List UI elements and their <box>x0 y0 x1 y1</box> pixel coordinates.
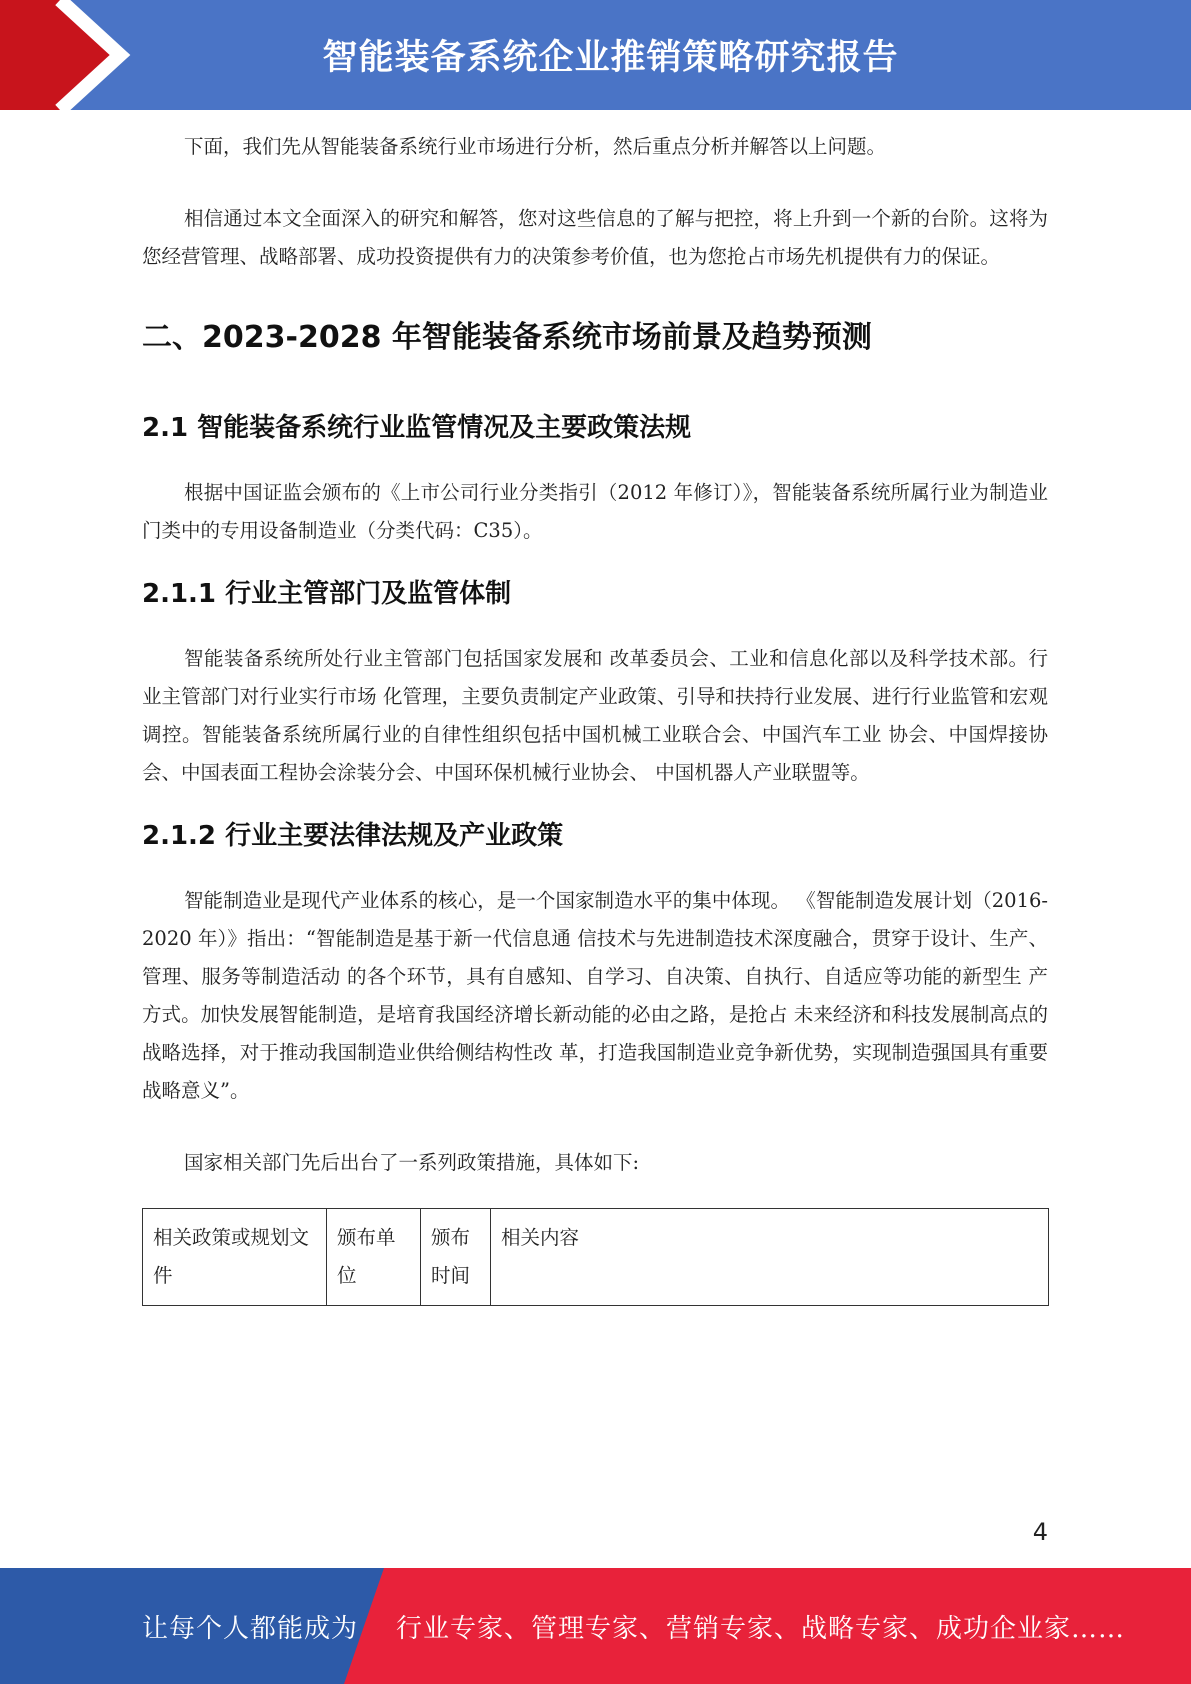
table-header-row <box>143 1209 1049 1306</box>
footer-slogan-left: 让每个人都能成为 <box>142 1613 359 1644</box>
section-2-1-1-heading: 2.1.1 行业主管部门及监管体制 <box>142 579 512 609</box>
footer-slogan-right: 行业专家、管理专家、营销专家、战略专家、成功企业家…… <box>396 1613 1126 1644</box>
section-2-1-1-paragraph: 智能装备系统所处行业主管部门包括国家发展和 改革委员会、工业和信息化部以及科学技术部。行业主管部门对行业实行市场 化管理，主要负责制定产业政策、引导和扶持行业发展、进行行业监管和宏观 调控。智能装备系统所属行业的自律性组织包括中国机械工业联合会、中国汽车工业 协会、中国焊接协会、中国表面工程协会涂装分会、中国环保机械行业协会、 中国机器人产业联盟等。 <box>142 647 1048 784</box>
section-2-1-heading: 2.1 智能装备系统行业监管情况及主要政策法规 <box>142 413 692 443</box>
page-content <box>142 128 1048 1306</box>
section-2-heading: 二、2023-2028 年智能装备系统市场前景及趋势预测 <box>142 320 872 355</box>
footer-banner <box>0 1568 1191 1684</box>
intro-paragraph-1: 下面，我们先从智能装备系统行业市场进行分析，然后重点分析并解答以上问题。 <box>184 135 887 158</box>
table-header-cell: 颁布时间 <box>421 1209 491 1306</box>
page-number: 4 <box>1032 1518 1048 1546</box>
section-2-1-paragraph: 根据中国证监会颁布的《上市公司行业分类指引（2012 年修订）》，智能装备系统所属行业为制造业门类中的专用设备制造业（分类代码：C35）。 <box>142 481 1048 542</box>
header-banner <box>0 0 1191 110</box>
table-header-cell: 颁布单位 <box>327 1209 421 1306</box>
section-2-1-2-paragraph: 智能制造业是现代产业体系的核心，是一个国家制造水平的集中体现。 《智能制造发展计划（2016-2020 年）》指出：“智能制造是基于新一代信息通 信技术与先进制造技术深度融合，贯穿于设计、生产、管理、服务等制造活动 的各个环节，具有自感知、自学习、自决策、自执行、自适应等功能的新型生 产方式。加快发展智能制造，是培育我国经济增长新动能的必由之路，是抢占 未来经济和科技发展制高点的战略选择，对于推动我国制造业供给侧结构性改 革，打造我国制造业竞争新优势，实现制造强国具有重要战略意义”。 <box>142 889 1048 1102</box>
table-header-cell: 相关政策或规划文件 <box>143 1209 327 1306</box>
intro-paragraph-2: 相信通过本文全面深入的研究和解答，您对这些信息的了解与把控，将上升到一个新的台阶。这将为您经营管理、战略部署、成功投资提供有力的决策参考价值，也为您抢占市场先机提供有力的保证。 <box>142 207 1048 268</box>
header-arrow-icon <box>0 0 150 110</box>
table-header-cell: 相关内容 <box>491 1209 1049 1306</box>
report-title: 智能装备系统企业推销策略研究报告 <box>322 38 899 78</box>
section-2-1-2-heading: 2.1.2 行业主要法律法规及产业政策 <box>142 821 564 851</box>
policy-table <box>142 1208 1049 1306</box>
section-2-1-2-paragraph-2: 国家相关部门先后出台了一系列政策措施，具体如下: <box>184 1151 640 1174</box>
